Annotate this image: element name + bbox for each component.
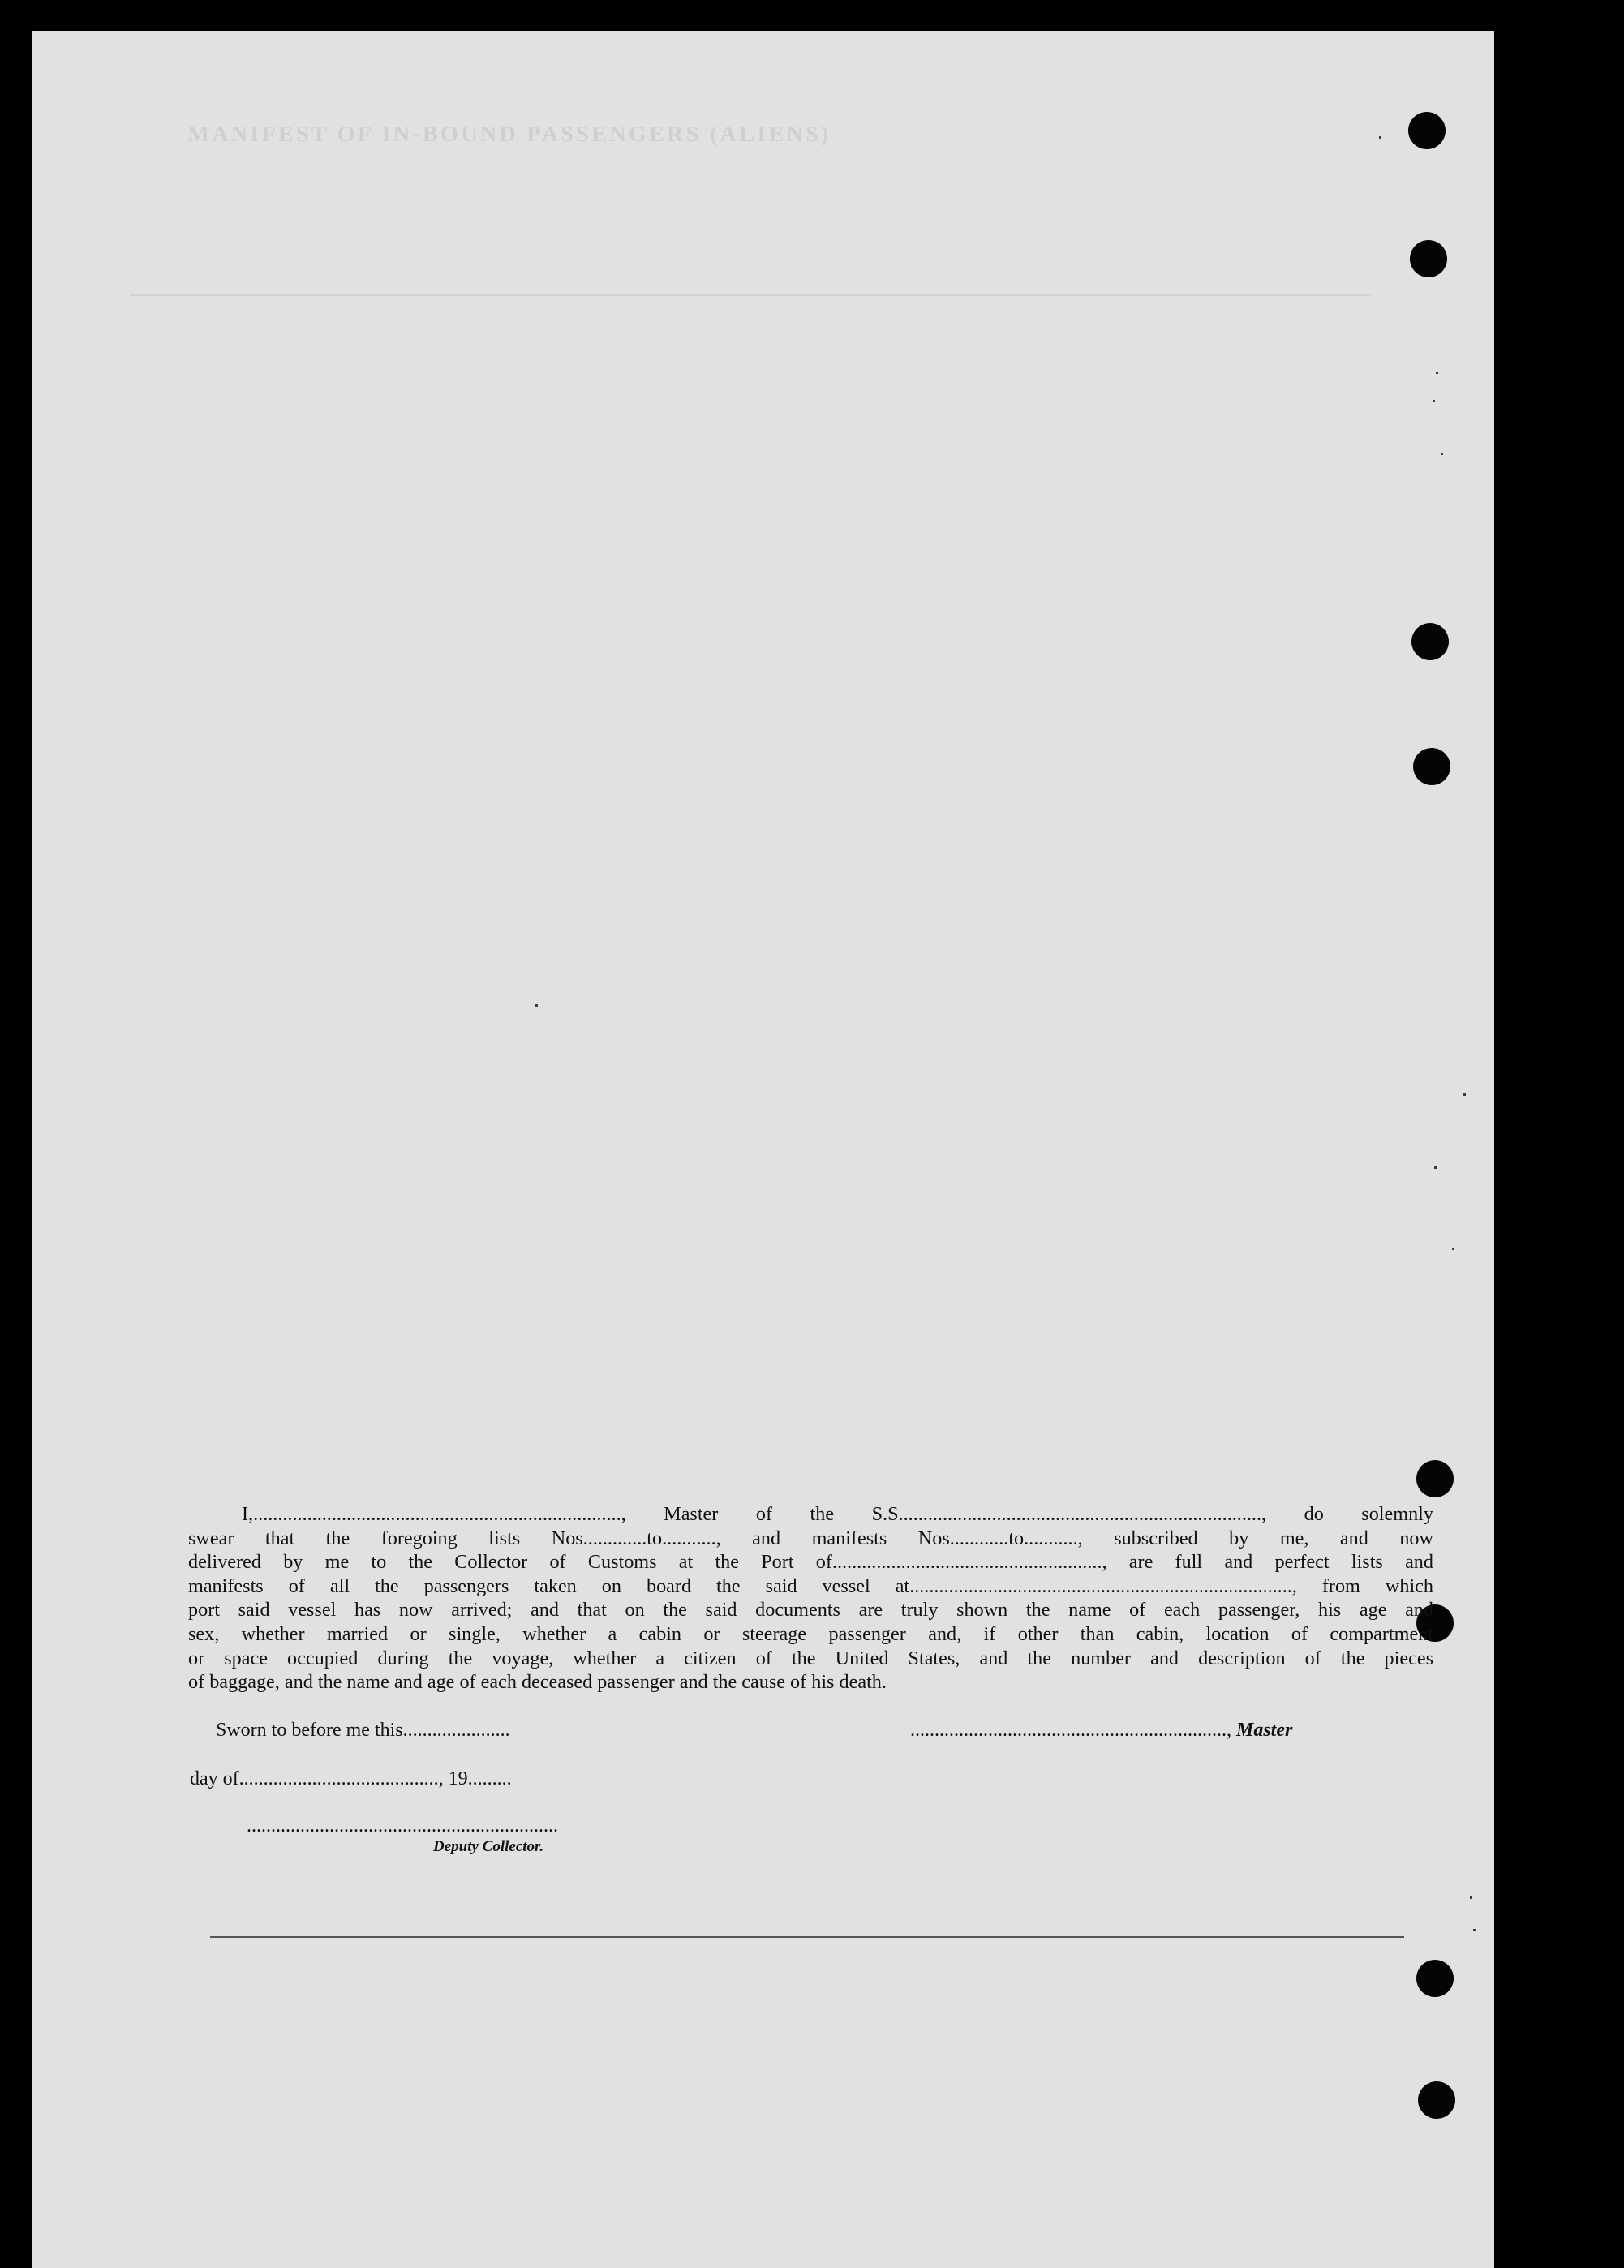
- paper-speck: [1441, 453, 1443, 455]
- binder-hole: [1418, 2081, 1455, 2119]
- deputy-signature-dots: ................................................................: [247, 1815, 558, 1836]
- deputy-collector-label: Deputy Collector.: [433, 1838, 544, 1855]
- oath-line: sex, whether married or single, whether a cabin or steerage passenger and, if other than cabin, location of compartment: [188, 1622, 1433, 1645]
- master-label: Master: [1236, 1720, 1293, 1741]
- master-signature-dots: .................................................................,: [910, 1720, 1231, 1741]
- oath-line: port said vessel has now arrived; and that on the said documents are truly shown the name of each passenger, his age and: [188, 1599, 1433, 1622]
- binder-hole: [1416, 1960, 1454, 1997]
- paper-speck: [1470, 1896, 1472, 1899]
- paper-speck: [1433, 400, 1435, 402]
- binder-hole: [1410, 240, 1447, 277]
- binder-hole: [1411, 623, 1449, 660]
- paper-speck: [1436, 372, 1438, 374]
- day-of-line: day of........................................., 19.........: [190, 1768, 512, 1789]
- oath-line: I,..........................................................................., Master of the S.S.........................................................................., do solemnly: [242, 1503, 1433, 1525]
- paper-speck: [535, 1004, 538, 1007]
- binder-hole: [1408, 112, 1446, 149]
- faint-header-bleedthrough: MANIFEST OF IN-BOUND PASSENGERS (ALIENS): [187, 122, 831, 146]
- oath-line: manifests of all the passengers taken on board the said vessel at.............................................................................., from which: [188, 1574, 1433, 1597]
- paper-speck: [1434, 1166, 1437, 1169]
- faint-bleedthrough-rule: [130, 294, 1371, 296]
- binder-hole: [1416, 1460, 1454, 1497]
- oath-line: or space occupied during the voyage, whether a citizen of the United States, and the number and description of the pieces: [188, 1647, 1433, 1669]
- paper-speck: [1452, 1248, 1454, 1250]
- sworn-before-line: Sworn to before me this......................: [216, 1720, 510, 1741]
- paper-speck: [1379, 136, 1381, 139]
- manifest-back-page: [32, 31, 1494, 2268]
- oath-line: swear that the foregoing lists Nos.............to..........., and manifests Nos............to..........., subscribed by me, and now: [188, 1527, 1433, 1549]
- footer-rule: [210, 1936, 1404, 1938]
- paper-speck: [1473, 1929, 1476, 1931]
- master-signature-line: [910, 1720, 1292, 1742]
- masters-oath-paragraph: [188, 1502, 1433, 1695]
- oath-line: delivered by me to the Collector of Customs at the Port of......................................................., are full and perfect lists and: [188, 1551, 1433, 1574]
- binder-hole: [1413, 748, 1450, 785]
- paper-speck: [1463, 1093, 1466, 1096]
- oath-line: of baggage, and the name and age of each deceased passenger and the cause of his death.: [188, 1671, 887, 1694]
